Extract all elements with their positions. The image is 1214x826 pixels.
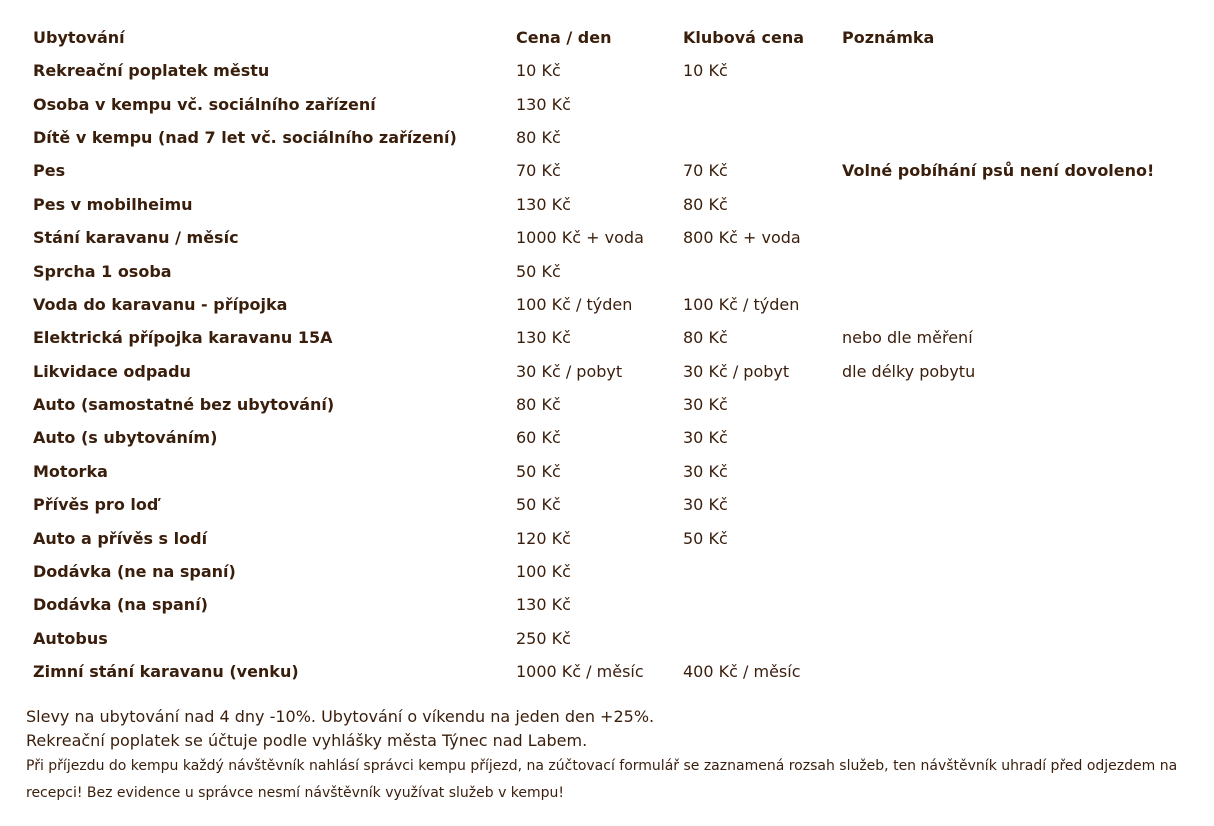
row-club-price [676,87,835,120]
row-note [835,188,1186,221]
row-club-price: 400 Kč / měsíc [683,662,801,682]
row-price: 1000 Kč + voda [516,228,644,248]
row-name: Osoba v kempu vč. sociálního zařízení [33,94,376,114]
row-price: 30 Kč / pobyt [516,361,623,381]
row-price: 250 Kč [516,628,571,648]
row-name: Zimní stání karavanu (venku) [33,662,299,682]
row-note [835,622,1186,655]
row-note [835,254,1186,287]
header-note: Poznámka [842,27,935,47]
table-row [26,321,1186,354]
row-note: Volné pobíhání psů není dovoleno! [842,161,1155,181]
row-note: dle délky pobytu [842,361,976,381]
table-row [26,121,1186,154]
table-row [26,355,1186,388]
row-price: 130 Kč [516,94,571,114]
row-club-price: 30 Kč [683,428,728,448]
table-row [26,254,1186,287]
row-price: 130 Kč [516,194,571,214]
row-club-price: 30 Kč [683,461,728,481]
row-note [835,455,1186,488]
row-note: nebo dle měření [842,328,973,348]
row-price: 70 Kč [516,161,561,181]
row-name: Likvidace odpadu [33,361,191,381]
row-name: Autobus [33,628,108,648]
row-price: 120 Kč [516,528,571,548]
row-name: Rekreační poplatek městu [33,61,270,81]
row-price: 50 Kč [516,461,561,481]
table-row [26,555,1186,588]
row-price: 80 Kč [516,395,561,415]
row-club-price [676,121,835,154]
row-price: 130 Kč [516,328,571,348]
row-price: 100 Kč [516,562,571,582]
row-club-price [676,588,835,621]
header-club-price: Klubová cena [683,27,805,47]
row-price: 60 Kč [516,428,561,448]
row-club-price: 80 Kč [683,328,728,348]
row-note [835,221,1186,254]
row-name: Dodávka (na spaní) [33,595,208,615]
row-club-price: 30 Kč / pobyt [683,361,790,381]
row-name: Stání karavanu / měsíc [33,228,239,248]
table-row [26,455,1186,488]
table-row [26,421,1186,454]
row-club-price: 10 Kč [683,61,728,81]
row-name: Přívěs pro loď [33,495,159,515]
row-name: Auto a přívěs s lodí [33,528,208,548]
table-row [26,154,1186,187]
table-row [26,288,1186,321]
row-note [835,121,1186,154]
table-row [26,221,1186,254]
row-club-price [676,555,835,588]
row-note [835,421,1186,454]
row-note [835,388,1186,421]
row-note [835,87,1186,120]
row-name: Elektrická přípojka karavanu 15A [33,328,333,348]
table-row [26,87,1186,120]
row-note [835,588,1186,621]
row-price: 50 Kč [516,495,561,515]
row-note [835,555,1186,588]
row-club-price: 800 Kč + voda [683,228,801,248]
arrival-instructions: Při příjezdu do kempu každý návštěvník nahlásí správci kempu příjezd, na zúčtovací formulář se zaznamená rozsah služeb, ten návštěvník uhradí před odjezdem na recepci! Bez evidence u správce nesmí návštěvník využívat služeb v kempu! [26,758,1178,801]
row-name: Pes [33,161,66,181]
table-header-row [26,20,1186,54]
row-note [835,288,1186,321]
row-price: 10 Kč [516,61,561,81]
row-name: Dodávka (ne na spaní) [33,562,236,582]
header-accommodation: Ubytování [33,27,125,47]
table-row [26,588,1186,621]
row-club-price: 80 Kč [683,194,728,214]
price-rows [26,54,1186,688]
header-price-per-day: Cena / den [516,27,612,47]
footer-notes [26,705,1196,807]
row-club-price: 70 Kč [683,161,728,181]
table-row [26,521,1186,554]
row-note [835,488,1186,521]
row-name: Sprcha 1 osoba [33,261,172,281]
table-row [26,655,1186,688]
row-club-price: 50 Kč [683,528,728,548]
table-row [26,622,1186,655]
row-note [835,54,1186,87]
row-price: 80 Kč [516,127,561,147]
row-name: Pes v mobilheimu [33,194,193,214]
row-note [835,521,1186,554]
row-name: Auto (s ubytováním) [33,428,218,448]
row-name: Dítě v kempu (nad 7 let vč. sociálního zařízení) [33,127,457,147]
row-name: Voda do karavanu - přípojka [33,294,288,314]
row-note [835,655,1186,688]
table-row [26,488,1186,521]
table-row [26,388,1186,421]
row-club-price [676,254,835,287]
row-price: 130 Kč [516,595,571,615]
row-price: 100 Kč / týden [516,294,633,314]
table-row [26,188,1186,221]
table-row [26,54,1186,87]
row-club-price: 30 Kč [683,495,728,515]
row-name: Motorka [33,461,108,481]
price-table [26,20,1186,688]
row-club-price [676,622,835,655]
row-club-price: 30 Kč [683,395,728,415]
row-price: 1000 Kč / měsíc [516,662,644,682]
row-name: Auto (samostatné bez ubytování) [33,395,335,415]
row-club-price: 100 Kč / týden [683,294,800,314]
row-price: 50 Kč [516,261,561,281]
recreation-fee-note: Rekreační poplatek se účtuje podle vyhlášky města Týnec nad Labem. [26,731,588,750]
discount-note: Slevy na ubytování nad 4 dny -10%. Ubytování o víkendu na jeden den +25%. [26,707,655,726]
